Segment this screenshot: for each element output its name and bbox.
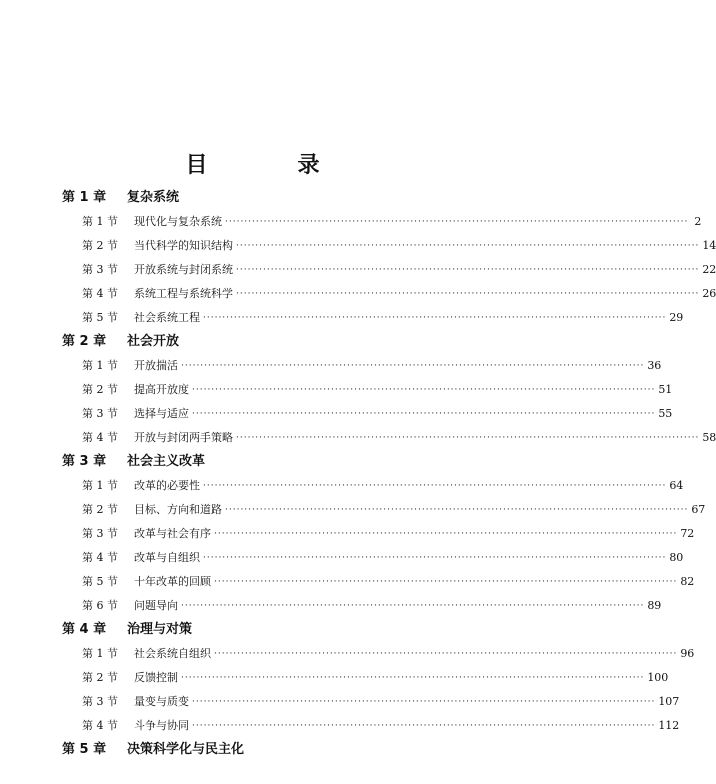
chapter-number: 第 1 章 bbox=[62, 190, 107, 205]
page-number: 14 bbox=[702, 239, 716, 252]
toc-entry[interactable] bbox=[62, 714, 680, 738]
section-number: 第 4 节 bbox=[82, 287, 118, 300]
page-number: 72 bbox=[680, 527, 695, 540]
section-number: 第 4 节 bbox=[82, 431, 118, 444]
table-of-contents bbox=[62, 186, 716, 762]
chapter-number: 第 5 章 bbox=[62, 742, 107, 757]
section-title: 斗争与协同 bbox=[134, 719, 189, 732]
section-title: 开放与封闭两手策略 bbox=[134, 431, 233, 444]
chapter-heading[interactable] bbox=[62, 738, 442, 762]
section-number: 第 2 节 bbox=[82, 383, 118, 396]
page-number: 22 bbox=[702, 263, 716, 276]
toc-entry[interactable] bbox=[62, 426, 716, 450]
dot-leader: ························································································································ bbox=[192, 697, 656, 707]
dot-leader: ························································································································ bbox=[181, 361, 645, 371]
section-title: 反馈控制 bbox=[134, 671, 178, 684]
page-number: 64 bbox=[669, 479, 684, 492]
dot-leader: ························································································································ bbox=[214, 529, 678, 539]
page-number: 112 bbox=[658, 719, 680, 732]
section-number: 第 5 节 bbox=[82, 311, 118, 324]
toc-entry[interactable] bbox=[62, 474, 684, 498]
chapter-number: 第 2 章 bbox=[62, 334, 107, 349]
dot-leader: ························································································································ bbox=[214, 577, 678, 587]
section-title: 改革与自组织 bbox=[134, 551, 200, 564]
page-number: 55 bbox=[658, 407, 673, 420]
dot-leader: ························································································································ bbox=[236, 289, 700, 299]
section-title: 社会系统自组织 bbox=[134, 647, 211, 660]
dot-leader: ························································································································ bbox=[225, 217, 689, 227]
toc-entry[interactable] bbox=[62, 210, 702, 234]
chapter-heading[interactable] bbox=[62, 618, 442, 642]
section-title: 改革与社会有序 bbox=[134, 527, 211, 540]
page-number: 58 bbox=[702, 431, 716, 444]
toc-entry[interactable] bbox=[62, 306, 684, 330]
toc-entry[interactable] bbox=[62, 258, 716, 282]
page-number: 51 bbox=[658, 383, 673, 396]
section-number: 第 1 节 bbox=[82, 215, 118, 228]
section-title: 开放系统与封闭系统 bbox=[134, 263, 233, 276]
section-title: 开放揣活 bbox=[134, 359, 178, 372]
toc-entry[interactable] bbox=[62, 234, 716, 258]
dot-leader: ························································································································ bbox=[236, 241, 700, 251]
chapter-title: 社会主义改革 bbox=[127, 454, 206, 469]
section-number: 第 5 节 bbox=[82, 575, 118, 588]
chapter-title: 社会开放 bbox=[127, 334, 180, 349]
section-number: 第 4 节 bbox=[82, 719, 118, 732]
page-number: 89 bbox=[647, 599, 662, 612]
section-number: 第 3 节 bbox=[82, 527, 118, 540]
section-number: 第 6 节 bbox=[82, 599, 118, 612]
dot-leader: ························································································································ bbox=[192, 409, 656, 419]
section-title: 十年改革的回顾 bbox=[134, 575, 211, 588]
section-number: 第 1 节 bbox=[82, 647, 118, 660]
section-title: 量变与质变 bbox=[134, 695, 189, 708]
dot-leader: ························································································································ bbox=[203, 481, 667, 491]
chapter-title: 决策科学化与民主化 bbox=[127, 742, 245, 757]
section-title: 系统工程与系统科学 bbox=[134, 287, 233, 300]
chapter-heading[interactable] bbox=[62, 186, 442, 210]
page-number: 29 bbox=[669, 311, 684, 324]
toc-entry[interactable] bbox=[62, 666, 669, 690]
dot-leader: ························································································································ bbox=[203, 313, 667, 323]
toc-entry[interactable] bbox=[62, 282, 716, 306]
page-number: 82 bbox=[680, 575, 695, 588]
dot-leader: ························································································································ bbox=[214, 649, 678, 659]
dot-leader: ························································································································ bbox=[236, 265, 700, 275]
toc-entry[interactable] bbox=[62, 690, 680, 714]
dot-leader: ························································································································ bbox=[192, 385, 656, 395]
page-number: 2 bbox=[694, 215, 702, 228]
section-number: 第 1 节 bbox=[82, 359, 118, 372]
toc-entry[interactable] bbox=[62, 498, 706, 522]
chapter-number: 第 4 章 bbox=[62, 622, 107, 637]
section-number: 第 3 节 bbox=[82, 407, 118, 420]
section-title: 提高开放度 bbox=[134, 383, 189, 396]
page-number: 96 bbox=[680, 647, 695, 660]
chapter-title: 治理与对策 bbox=[127, 622, 193, 637]
toc-entry[interactable] bbox=[62, 402, 673, 426]
toc-entry[interactable] bbox=[62, 594, 662, 618]
section-number: 第 4 节 bbox=[82, 551, 118, 564]
page-number: 26 bbox=[702, 287, 716, 300]
dot-leader: ························································································································ bbox=[192, 721, 656, 731]
section-title: 改革的必要性 bbox=[134, 479, 200, 492]
section-number: 第 2 节 bbox=[82, 239, 118, 252]
dot-leader: ························································································································ bbox=[225, 505, 689, 515]
section-number: 第 3 节 bbox=[82, 263, 118, 276]
page-number: 107 bbox=[658, 695, 680, 708]
section-title: 社会系统工程 bbox=[134, 311, 200, 324]
page-number: 36 bbox=[647, 359, 662, 372]
toc-entry[interactable] bbox=[62, 570, 695, 594]
chapter-number: 第 3 章 bbox=[62, 454, 107, 469]
dot-leader: ························································································································ bbox=[203, 553, 667, 563]
section-title: 目标、方向和道路 bbox=[134, 503, 222, 516]
toc-entry[interactable] bbox=[62, 546, 684, 570]
toc-entry[interactable] bbox=[62, 354, 662, 378]
section-number: 第 2 节 bbox=[82, 503, 118, 516]
section-title: 选择与适应 bbox=[134, 407, 189, 420]
section-number: 第 2 节 bbox=[82, 671, 118, 684]
chapter-heading[interactable] bbox=[62, 330, 442, 354]
page-number: 67 bbox=[691, 503, 706, 516]
dot-leader: ························································································································ bbox=[181, 601, 645, 611]
toc-entry[interactable] bbox=[62, 378, 673, 402]
page-number: 80 bbox=[669, 551, 684, 564]
section-number: 第 3 节 bbox=[82, 695, 118, 708]
section-title: 当代科学的知识结构 bbox=[134, 239, 233, 252]
section-number: 第 1 节 bbox=[82, 479, 118, 492]
chapter-heading[interactable] bbox=[62, 450, 442, 474]
chapter-title: 复杂系统 bbox=[127, 190, 180, 205]
section-title: 问题导向 bbox=[134, 599, 178, 612]
toc-entry[interactable] bbox=[62, 642, 695, 666]
toc-entry[interactable] bbox=[62, 522, 695, 546]
page-number: 100 bbox=[647, 671, 669, 684]
page-title: 目 录 bbox=[185, 153, 354, 178]
dot-leader: ························································································································ bbox=[181, 673, 645, 683]
section-title: 现代化与复杂系统 bbox=[134, 215, 222, 228]
dot-leader: ························································································································ bbox=[236, 433, 700, 443]
